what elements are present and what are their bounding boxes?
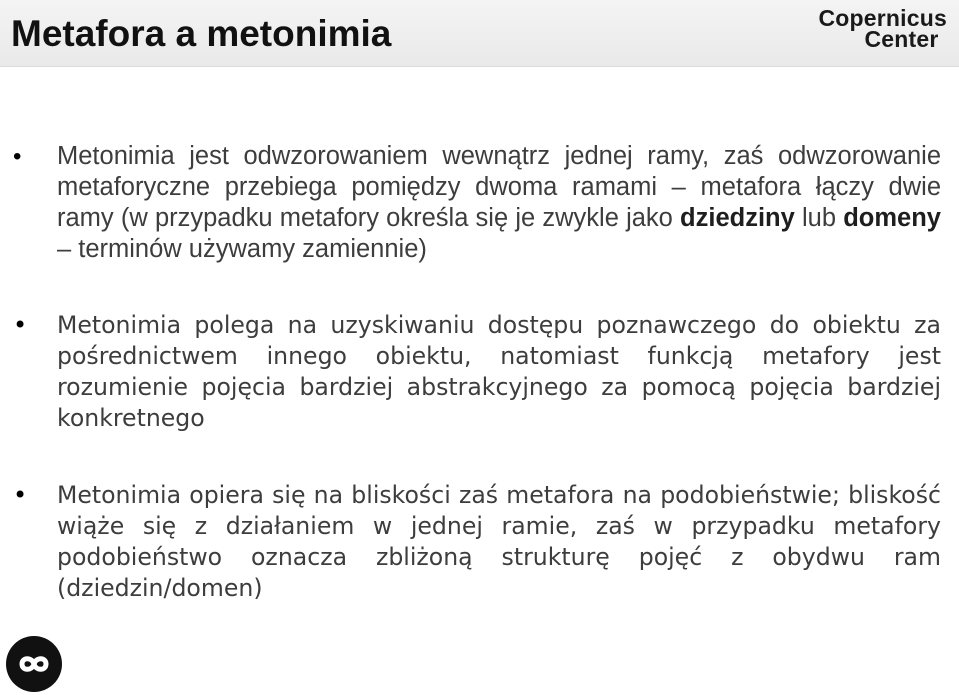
bullet-text: Metonimia jest odwzorowaniem wewnątrz jednej ramy, zaś odwzorowanie metaforyczne przebiega pomiędzy dwoma ramami – metafora łączy dwie ramy (w przypadku metafory określa się je zwykle jako [57,142,941,232]
brand-line-1: Copernicus [818,5,947,31]
bold-term: domeny [843,204,941,232]
bullet-item [57,141,941,265]
bullet-item [57,480,941,604]
slide-title: Metafora a metonimia [11,13,392,54]
bold-term: dziedziny [680,204,795,232]
creative-commons-icon [6,636,62,692]
bullet-text: lub [794,204,844,232]
brand-line-2: Center [864,26,939,52]
bullet-text: Metonimia opiera się na bliskości zaś metafora na podobieństwie; bliskość wiąże się z działaniem w jednej ramie, zaś w przypadku metafory podobieństwo oznacza zbliżoną strukturę pojęć z obydwu ram (dziedzin/domen) [57,481,941,602]
bullet-text: Metonimia polega na uzyskiwaniu dostępu poznawczego do obiektu za pośrednictwem innego obiektu, natomiast funkcją metafory jest rozumienie pojęcia bardziej abstrakcyjnego za pomocą pojęcia bardziej konkretnego [57,311,941,432]
bullet-text: – terminów używamy zamiennie) [57,235,427,263]
bullet-item [57,310,941,434]
